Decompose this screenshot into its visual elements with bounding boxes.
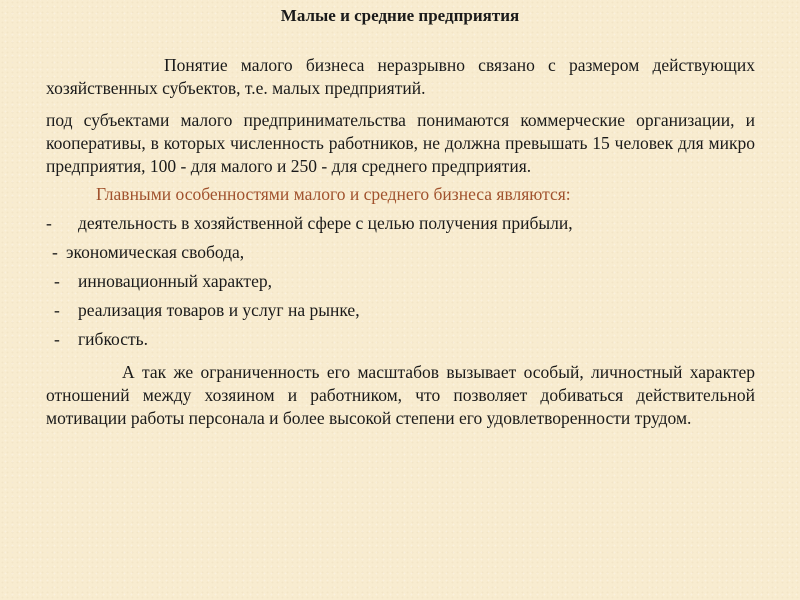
- bullet-dash: -: [52, 242, 58, 262]
- bullet-dash: -: [54, 329, 60, 349]
- list-item: [46, 212, 755, 235]
- list-item: [46, 270, 755, 293]
- bullet-dash: -: [54, 300, 60, 320]
- slide-title: Малые и средние предприятия: [280, 6, 520, 25]
- features-heading: Главными особенностями малого и среднего бизнеса являются:: [96, 184, 571, 204]
- list-item-text: деятельность в хозяйственной сфере с целью получения прибыли,: [78, 213, 573, 233]
- intro-paragraph: Понятие малого бизнеса неразрывно связано с размером действующих хозяйственных субъектов, т.е. малых предприятий.: [46, 55, 755, 98]
- list-item-text: экономическая свобода,: [66, 242, 245, 262]
- list-item: [46, 328, 755, 351]
- bullet-dash: -: [46, 213, 52, 233]
- list-item: [46, 299, 755, 322]
- definition-paragraph: под субъектами малого предпринимательства понимаются коммерческие организации, и кооперативы, в которых численность работников, не должна превышать 15 человек для микро предприятия, 100 - для малого и 250 - для среднего предприятия.: [46, 110, 755, 176]
- list-item-text: реализация товаров и услуг на рынке,: [78, 300, 360, 320]
- list-item-text: гибкость.: [78, 329, 149, 349]
- bullet-dash: -: [54, 271, 60, 291]
- slide-body: [46, 54, 755, 430]
- list-item: [46, 241, 755, 264]
- list-item-text: инновационный характер,: [78, 271, 272, 291]
- closing-paragraph: А так же ограниченность его масштабов вызывает особый, личностный характер отношений между хозяином и работником, что позволяет добиваться действительной мотивации работы персонала и более высокой степени его удовлетворенности трудом.: [46, 362, 755, 428]
